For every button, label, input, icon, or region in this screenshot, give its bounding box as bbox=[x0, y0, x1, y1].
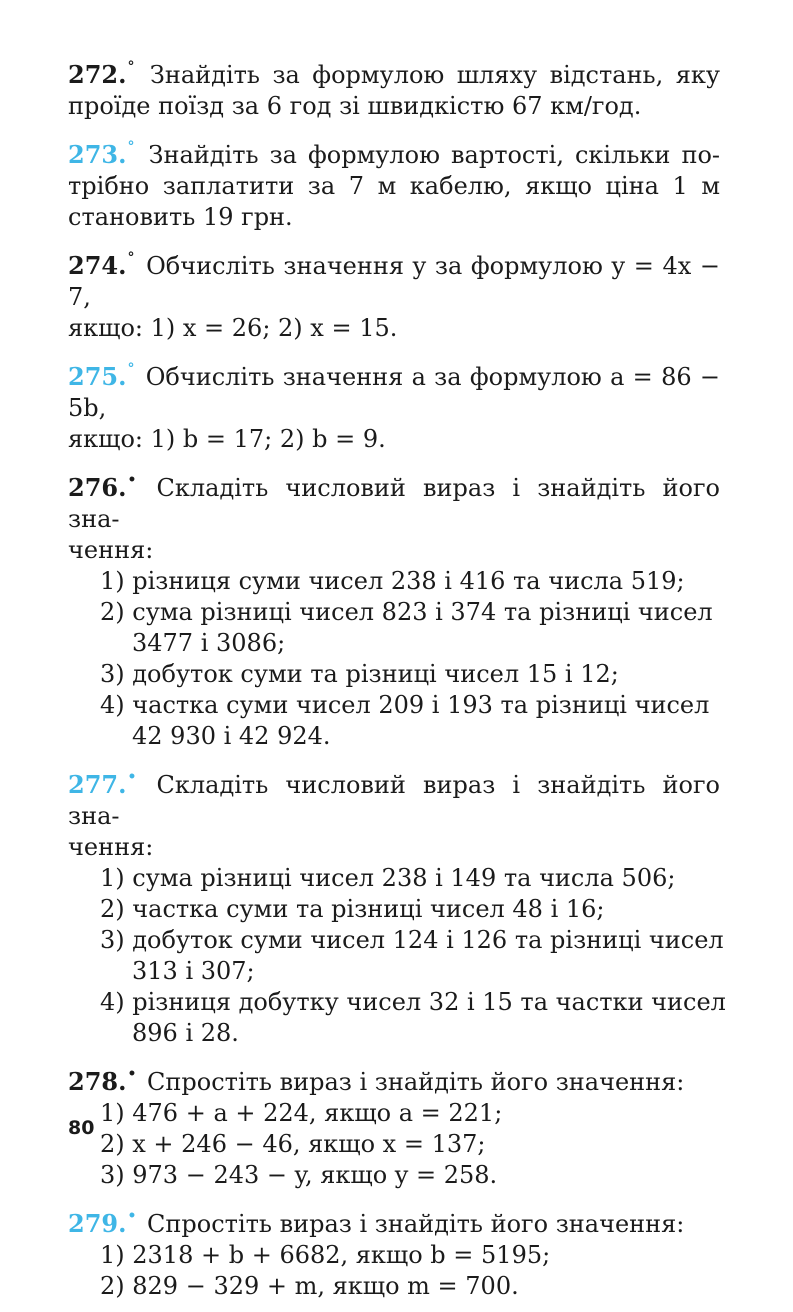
exercise-text: становить 19 грн. bbox=[68, 203, 293, 231]
exercise-text: Складіть числовий вираз і знайдіть його зна- bbox=[68, 474, 720, 533]
exercise-274 bbox=[68, 243, 720, 344]
exercise-number: 276. bbox=[68, 473, 127, 502]
exercise-text: якщо: 1) x = 26; 2) x = 15. bbox=[68, 314, 398, 342]
exercise-text: Обчисліть значення a за формулою a = 86 − 5b, bbox=[68, 363, 720, 422]
exercise-text: Знайдіть за формулою шляху відстань, яку bbox=[149, 61, 720, 89]
list-item: 1) різниця суми чисел 238 і 416 та числа 519; bbox=[100, 567, 685, 595]
difficulty-mark: ° bbox=[127, 250, 135, 266]
page-number: 80 bbox=[68, 1117, 95, 1139]
exercise-275 bbox=[68, 354, 720, 455]
textbook-page bbox=[68, 52, 726, 1312]
list-item: 2) частка суми та різниці чисел 48 і 16; bbox=[100, 895, 605, 923]
list-item: 3) 973 − 243 − y, якщо y = 258. bbox=[100, 1161, 498, 1189]
list-item: 1) сума різниці чисел 238 і 149 та числа 506; bbox=[100, 864, 676, 892]
list-item-continuation: 3477 і 3086; bbox=[132, 629, 286, 657]
exercise-276 bbox=[68, 465, 720, 752]
list-item: 1) 476 + a + 224, якщо a = 221; bbox=[100, 1099, 503, 1127]
exercise-number: 274. bbox=[68, 251, 127, 280]
exercise-277 bbox=[68, 762, 726, 1049]
exercise-line bbox=[68, 354, 720, 424]
difficulty-mark: ° bbox=[127, 59, 135, 75]
difficulty-mark: • bbox=[127, 1208, 137, 1224]
list-item-continuation: 42 930 і 42 924. bbox=[132, 722, 331, 750]
list-item: 1) 2318 + b + 6682, якщо b = 5195; bbox=[100, 1241, 551, 1269]
difficulty-mark: ° bbox=[127, 361, 135, 377]
exercise-line bbox=[68, 465, 720, 535]
exercise-number: 272. bbox=[68, 60, 127, 89]
exercise-line bbox=[68, 132, 720, 171]
exercise-text: трібно заплатити за 7 м кабелю, якщо ціна 1 м bbox=[68, 172, 720, 200]
exercise-line bbox=[68, 52, 720, 91]
list-item: 2) x + 246 − 46, якщо x = 137; bbox=[100, 1130, 486, 1158]
difficulty-mark: • bbox=[127, 472, 137, 488]
difficulty-mark: • bbox=[127, 769, 137, 785]
list-item: 4) частка суми чисел 209 і 193 та різниці чисел bbox=[100, 691, 710, 719]
list-item: 3) добуток суми чисел 124 і 126 та різниці чисел bbox=[100, 926, 724, 954]
list-item: 4) різниця добутку чисел 32 і 15 та частки чисел bbox=[100, 988, 726, 1016]
exercise-text: проїде поїзд за 6 год зі швидкістю 67 км/год. bbox=[68, 92, 642, 120]
exercise-line bbox=[68, 1059, 720, 1098]
exercise-number: 278. bbox=[68, 1067, 127, 1096]
difficulty-mark: ° bbox=[127, 139, 135, 155]
exercise-text: Обчисліть значення y за формулою y = 4x − 7, bbox=[68, 252, 720, 311]
list-item-continuation: 313 і 307; bbox=[132, 957, 255, 985]
exercise-number: 277. bbox=[68, 770, 127, 799]
exercise-text: Спростіть вираз і знайдіть його значення: bbox=[147, 1210, 685, 1238]
exercise-text: Спростіть вираз і знайдіть його значення: bbox=[147, 1068, 685, 1096]
exercise-number: 275. bbox=[68, 362, 127, 391]
list-item: 3) добуток суми та різниці чисел 15 і 12; bbox=[100, 660, 619, 688]
exercise-text: чення: bbox=[68, 833, 154, 861]
exercise-272 bbox=[68, 52, 720, 122]
list-item: 2) 829 − 329 + m, якщо m = 700. bbox=[100, 1272, 519, 1300]
exercise-line bbox=[68, 762, 720, 832]
exercise-line bbox=[68, 1201, 720, 1240]
exercise-number: 279. bbox=[68, 1209, 127, 1238]
list-item: 2) сума різниці чисел 823 і 374 та різниці чисел bbox=[100, 598, 713, 626]
exercise-text: чення: bbox=[68, 536, 154, 564]
exercise-line bbox=[68, 243, 720, 313]
exercise-text: якщо: 1) b = 17; 2) b = 9. bbox=[68, 425, 386, 453]
exercise-278 bbox=[68, 1059, 720, 1191]
exercise-279 bbox=[68, 1201, 720, 1302]
difficulty-mark: • bbox=[127, 1066, 137, 1082]
list-item-continuation: 896 і 28. bbox=[132, 1019, 239, 1047]
exercise-text: Знайдіть за формулою вартості, скільки по- bbox=[148, 141, 721, 169]
exercise-273 bbox=[68, 132, 720, 233]
exercise-text: Складіть числовий вираз і знайдіть його зна- bbox=[68, 771, 720, 830]
exercise-number: 273. bbox=[68, 140, 127, 169]
